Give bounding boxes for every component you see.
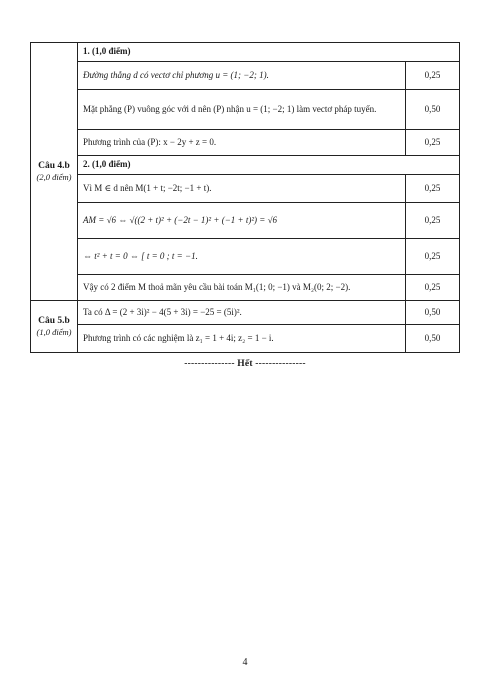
question-label: Câu 5.b	[38, 315, 70, 326]
answer-key-table	[30, 42, 460, 353]
part-heading: 2. (1,0 điểm)	[78, 156, 460, 175]
table-row	[31, 325, 460, 353]
question-label: Câu 4.b	[38, 160, 70, 171]
step-score: 0,25	[406, 203, 460, 239]
step-score: 0,25	[406, 275, 460, 301]
solution-step: Phương trình của (P): x − 2y + z = 0.	[78, 130, 406, 156]
table-row	[31, 43, 460, 62]
question-cell-4b	[31, 43, 78, 301]
part-heading: 1. (1,0 điểm)	[78, 43, 460, 62]
step-score: 0,50	[406, 325, 460, 353]
solution-step: ⇔ t² + t = 0 ⇔ [ t = 0 ; t = −1.	[78, 239, 406, 275]
step-score: 0,25	[406, 239, 460, 275]
table-row	[31, 275, 460, 301]
step-score: 0,25	[406, 175, 460, 203]
table-row	[31, 130, 460, 156]
solution-step: Mặt phẳng (P) vuông góc với d nên (P) nhận u = (1; −2; 1) làm vectơ pháp tuyến.	[78, 90, 406, 130]
step-score: 0,25	[406, 62, 460, 90]
solution-step: Phương trình có các nghiệm là z₁ = 1 + 4i; z₂ = 1 − i.	[78, 325, 406, 353]
table-row	[31, 239, 460, 275]
table-row	[31, 156, 460, 175]
end-of-document-marker: --------------- Hết ---------------	[184, 359, 306, 369]
answer-key-sheet	[30, 42, 460, 369]
question-cell-5b	[31, 301, 78, 353]
solution-step: Đường thẳng d có vectơ chỉ phương u = (1; −2; 1).	[78, 62, 406, 90]
step-score: 0,50	[406, 301, 460, 325]
page-number: 4	[242, 657, 248, 668]
solution-step: Vậy có 2 điểm M thoả mãn yêu cầu bài toán M₁(1; 0; −1) và M₂(0; 2; −2).	[78, 275, 406, 301]
solution-step: Vì M ∈ d nên M(1 + t; −2t; −1 + t).	[78, 175, 406, 203]
question-points: (2,0 điểm)	[36, 172, 72, 183]
question-points: (1,0 điểm)	[36, 327, 72, 338]
solution-step: Ta có Δ = (2 + 3i)² − 4(5 + 3i) = −25 = (5i)².	[78, 301, 406, 325]
step-score: 0,25	[406, 130, 460, 156]
solution-step: AM = √6 ⇔ √((2 + t)² + (−2t − 1)² + (−1 + t)²) = √6	[78, 203, 406, 239]
step-score: 0,50	[406, 90, 460, 130]
table-row	[31, 90, 460, 130]
table-row	[31, 175, 460, 203]
table-row	[31, 203, 460, 239]
table-row	[31, 62, 460, 90]
table-row	[31, 301, 460, 325]
